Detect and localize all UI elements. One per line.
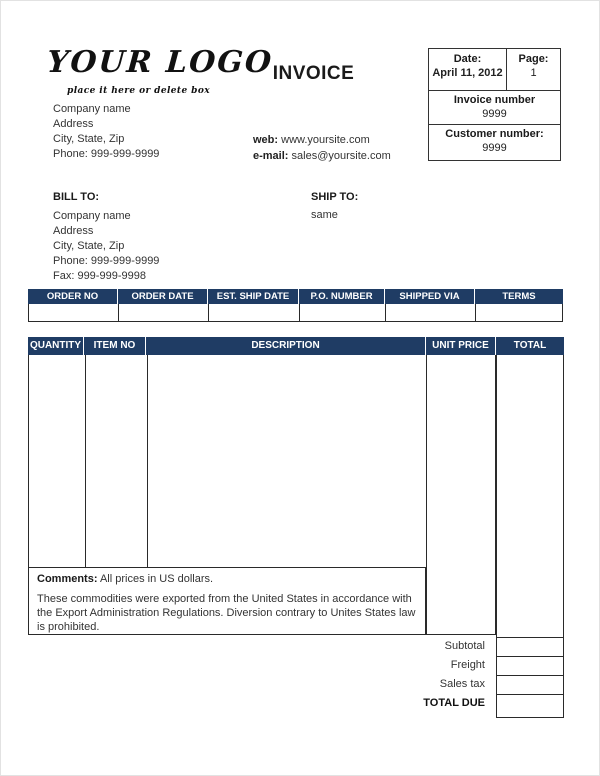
document-title: INVOICE bbox=[272, 63, 355, 84]
order-date-header: ORDER DATE bbox=[118, 289, 208, 304]
ship-to-label: SHIP TO: bbox=[311, 191, 359, 203]
shipped-via-header: SHIPPED VIA bbox=[385, 289, 475, 304]
export-regulations-note: These commodities were exported from the United States in accordance with the Export Administration Regulations. Diversion contrary to Unites States law is prohibited. bbox=[37, 593, 416, 633]
invoice-number-value: 9999 bbox=[482, 108, 507, 120]
company-address: Address bbox=[53, 118, 94, 130]
invoice-number-cell bbox=[429, 91, 560, 125]
bill-to-city-state-zip: City, State, Zip bbox=[53, 240, 125, 252]
comments-box bbox=[28, 567, 426, 635]
line-items-table bbox=[28, 337, 564, 718]
order-date-field[interactable] bbox=[119, 304, 209, 321]
quantity-itemno-divider bbox=[85, 355, 86, 567]
unit-price-header: UNIT PRICE bbox=[426, 337, 496, 355]
freight-label: Freight bbox=[450, 659, 485, 671]
item-no-header: ITEM NO bbox=[84, 337, 146, 355]
order-no-field[interactable] bbox=[29, 304, 119, 321]
total-column-field[interactable] bbox=[496, 355, 564, 718]
quantity-header: QUANTITY bbox=[28, 337, 84, 355]
comments-line bbox=[37, 573, 417, 585]
bill-to-phone: Phone: 999-999-9999 bbox=[53, 255, 160, 267]
company-city-state-zip: City, State, Zip bbox=[53, 133, 125, 145]
salestax-box-divider bbox=[497, 675, 563, 676]
company-name: Company name bbox=[53, 103, 131, 115]
order-table-value-row bbox=[28, 304, 563, 322]
company-phone: Phone: 999-999-9999 bbox=[53, 148, 160, 160]
contact-block bbox=[253, 133, 391, 164]
subtotal-label: Subtotal bbox=[444, 640, 485, 652]
shipped-via-field[interactable] bbox=[386, 304, 476, 321]
totaldue-box-divider bbox=[497, 694, 563, 695]
est-ship-date-header: EST. SHIP DATE bbox=[208, 289, 299, 304]
page-cell bbox=[507, 49, 560, 90]
unit-price-column-field[interactable] bbox=[426, 355, 496, 635]
invoice-info-box bbox=[428, 48, 561, 161]
po-number-field[interactable] bbox=[300, 304, 386, 321]
date-cell bbox=[429, 49, 507, 90]
itemno-description-divider bbox=[147, 355, 148, 567]
web-line bbox=[253, 133, 391, 149]
web-label: web: bbox=[253, 134, 279, 146]
date-value: April 11, 2012 bbox=[432, 67, 503, 79]
email-line bbox=[253, 149, 391, 165]
email-label: e-mail: bbox=[253, 149, 289, 162]
comments-currency-note: All prices in US dollars. bbox=[99, 573, 214, 585]
bill-to-fax: Fax: 999-999-9998 bbox=[53, 270, 146, 282]
sales-tax-label: Sales tax bbox=[439, 678, 485, 690]
page-value: 1 bbox=[530, 67, 537, 79]
description-header: DESCRIPTION bbox=[146, 337, 426, 355]
comments-label: Comments: bbox=[37, 573, 98, 585]
bill-to-label: BILL TO: bbox=[53, 191, 100, 203]
logo-placeholder-note: place it here or delete box bbox=[67, 86, 210, 96]
po-number-header: P.O. NUMBER bbox=[299, 289, 385, 304]
total-due-label: TOTAL DUE bbox=[423, 697, 485, 709]
ship-to-value: same bbox=[311, 209, 338, 221]
web-value: www.yoursite.com bbox=[281, 134, 370, 146]
company-logo: YOUR LOGO bbox=[45, 45, 275, 80]
freight-box-divider bbox=[497, 656, 563, 657]
customer-number-cell bbox=[429, 125, 560, 159]
company-info-block bbox=[53, 102, 159, 162]
page-label: Page: bbox=[518, 53, 549, 65]
order-no-header: ORDER NO bbox=[28, 289, 118, 304]
email-value: sales@yoursite.com bbox=[291, 149, 391, 162]
order-table-header-row bbox=[28, 289, 563, 304]
customer-number-value: 9999 bbox=[482, 142, 507, 154]
total-header: TOTAL bbox=[513, 340, 547, 351]
bill-to-company: Company name bbox=[53, 210, 131, 222]
bill-to-block bbox=[53, 209, 159, 284]
items-entry-area[interactable] bbox=[28, 355, 426, 567]
terms-header: TERMS bbox=[502, 291, 536, 302]
subtotal-box-divider bbox=[497, 637, 563, 638]
order-summary-table bbox=[28, 289, 563, 322]
terms-field[interactable] bbox=[476, 304, 562, 321]
invoice-number-label: Invoice number bbox=[453, 94, 536, 106]
items-header-row bbox=[28, 337, 564, 355]
date-label: Date: bbox=[453, 53, 482, 65]
bill-to-address: Address bbox=[53, 225, 94, 237]
date-page-row bbox=[429, 49, 560, 91]
customer-number-label: Customer number: bbox=[445, 128, 544, 140]
est-ship-date-field[interactable] bbox=[209, 304, 300, 321]
